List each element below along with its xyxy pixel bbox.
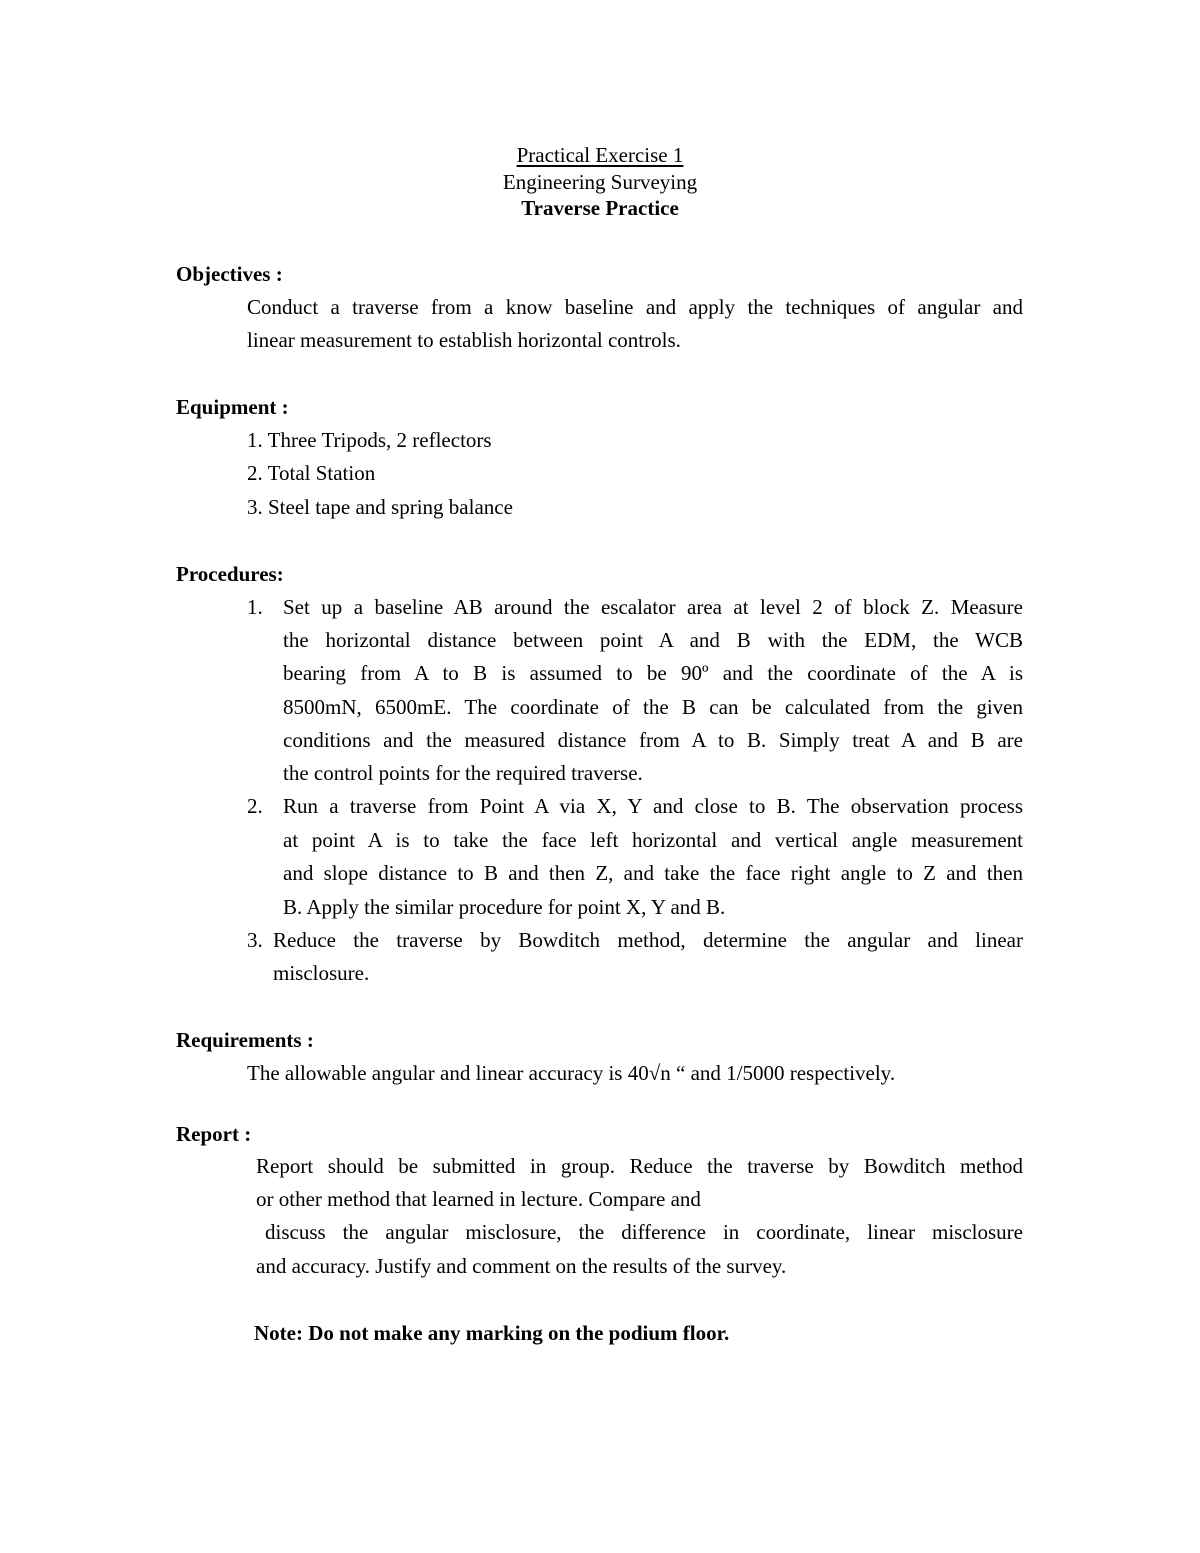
note-text: Note: Do not make any marking on the podium floor. — [254, 1321, 730, 1345]
equipment-item: 1. Three Tripods, 2 reflectors — [247, 428, 492, 452]
course-title: Engineering Surveying — [502, 170, 698, 194]
procedure-number: 1. — [247, 595, 263, 619]
exercise-title: Practical Exercise 1 — [516, 143, 684, 167]
practice-title: Traverse Practice — [521, 196, 679, 220]
procedure-line: and slope distance to B and then Z, and take the face right angle to Z and then — [283, 861, 1023, 885]
procedure-number: 3. — [247, 928, 263, 952]
objectives-line: linear measurement to establish horizontal controls. — [247, 328, 681, 352]
procedure-number: 2. — [247, 794, 263, 818]
procedure-line: misclosure. — [273, 961, 370, 985]
report-line: and accuracy. Justify and comment on the results of the survey. — [256, 1254, 787, 1278]
procedure-line: at point A is to take the face left horizontal and vertical angle measurement — [283, 828, 1023, 852]
procedure-line: bearing from A to B is assumed to be 90º and the coordinate of the A is — [283, 661, 1023, 685]
equipment-heading: Equipment : — [176, 395, 289, 419]
report-line: discuss the angular misclosure, the difference in coordinate, linear misclosure — [265, 1220, 1023, 1244]
procedure-line: Reduce the traverse by Bowditch method, determine the angular and linear — [273, 928, 1023, 952]
procedure-line: the control points for the required traverse. — [283, 761, 643, 785]
procedure-line: conditions and the measured distance from A to B. Simply treat A and B are — [283, 728, 1023, 752]
requirements-text: The allowable angular and linear accuracy is 40√n “ and 1/5000 respectively. — [247, 1061, 896, 1085]
procedure-line: Set up a baseline AB around the escalator area at level 2 of block Z. Measure — [283, 595, 1023, 619]
requirements-heading: Requirements : — [176, 1028, 314, 1052]
report-line: Report should be submitted in group. Reduce the traverse by Bowditch method — [256, 1154, 1023, 1178]
objectives-line: Conduct a traverse from a know baseline and apply the techniques of angular and — [247, 295, 1023, 319]
procedure-line: Run a traverse from Point A via X, Y and close to B. The observation process — [283, 794, 1023, 818]
procedure-line: the horizontal distance between point A and B with the EDM, the WCB — [283, 628, 1023, 652]
objectives-heading: Objectives : — [176, 262, 283, 286]
report-heading: Report : — [176, 1122, 252, 1146]
procedures-heading: Procedures: — [176, 562, 284, 586]
report-line: or other method that learned in lecture. Compare and — [256, 1187, 701, 1211]
procedure-line: 8500mN, 6500mE. The coordinate of the B can be calculated from the given — [283, 695, 1023, 719]
equipment-item: 3. Steel tape and spring balance — [247, 495, 513, 519]
procedure-line: B. Apply the similar procedure for point X, Y and B. — [283, 895, 726, 919]
equipment-item: 2. Total Station — [247, 461, 376, 485]
